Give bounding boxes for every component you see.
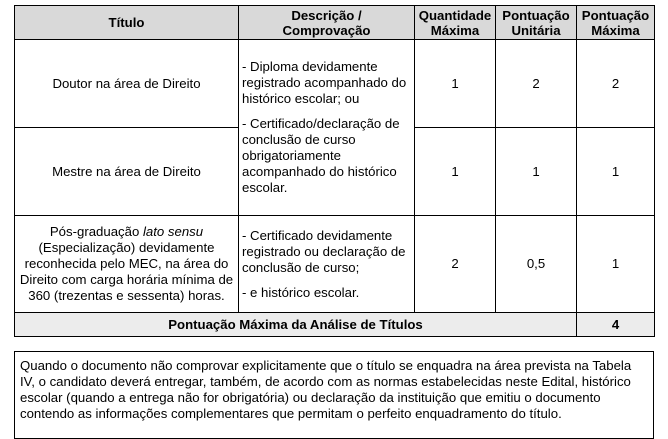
desc-item: - Certificado/declaração de conclusão de curso obrigatoriamente acompanhado do histórico escolar. [242, 116, 400, 195]
cell-unitaria: 2 [496, 40, 577, 128]
cell-quantidade: 1 [415, 128, 496, 216]
titles-score-table [14, 5, 655, 337]
cell-titulo: Mestre na área de Direito [15, 128, 239, 216]
cell-unitaria: 1 [496, 128, 577, 216]
cell-maxima: 1 [577, 128, 655, 216]
header-quantidade-maxima: Quantidade Máxima [415, 6, 496, 40]
header-titulo: Título [15, 6, 239, 40]
header-pontuacao-maxima: Pontuação Máxima [577, 6, 655, 40]
cell-quantidade: 2 [415, 216, 496, 313]
cell-quantidade: 1 [415, 40, 496, 128]
table-row-doutor [15, 40, 655, 128]
cell-maxima: 2 [577, 40, 655, 128]
header-row [15, 6, 655, 40]
desc-item: - e histórico escolar. [242, 284, 360, 300]
cell-titulo: Pós-graduação lato sensu (Especialização) devidamente reconhecida pelo MEC, na área do Direito com carga horária mínima de 360 (trezentas e sessenta) horas. [15, 216, 239, 313]
titles-score-table-wrapper [14, 5, 654, 439]
header-descricao: Descrição / Comprovação [239, 6, 415, 40]
total-value: 4 [577, 313, 655, 337]
cell-maxima: 1 [577, 216, 655, 313]
desc-item: - Certificado devidamente registrado ou declaração de conclusão de curso; [242, 227, 406, 275]
cell-descricao-diploma [239, 40, 415, 216]
total-label: Pontuação Máxima da Análise de Títulos [15, 313, 577, 337]
note-paragraph: Quando o documento não comprovar explicitamente que o título se enquadra na área prevista na Tabela IV, o candidato deverá entregar, também, de acordo com as normas estabelecidas neste Edital, histórico escolar (quando a entrega não for obrigatória) ou declaração da instituição que emitiu o documento contendo as informações complementares que permitam o perfeito enquadramento do título. [14, 351, 654, 439]
cell-descricao-certificado [239, 216, 415, 313]
table-row-especializacao [15, 216, 655, 313]
cell-unitaria: 0,5 [496, 216, 577, 313]
desc-item: - Diploma devidamente registrado acompanhado do histórico escolar; ou [242, 59, 407, 106]
total-row [15, 313, 655, 337]
cell-titulo: Doutor na área de Direito [15, 40, 239, 128]
header-pontuacao-unitaria: Pontuação Unitária [496, 6, 577, 40]
